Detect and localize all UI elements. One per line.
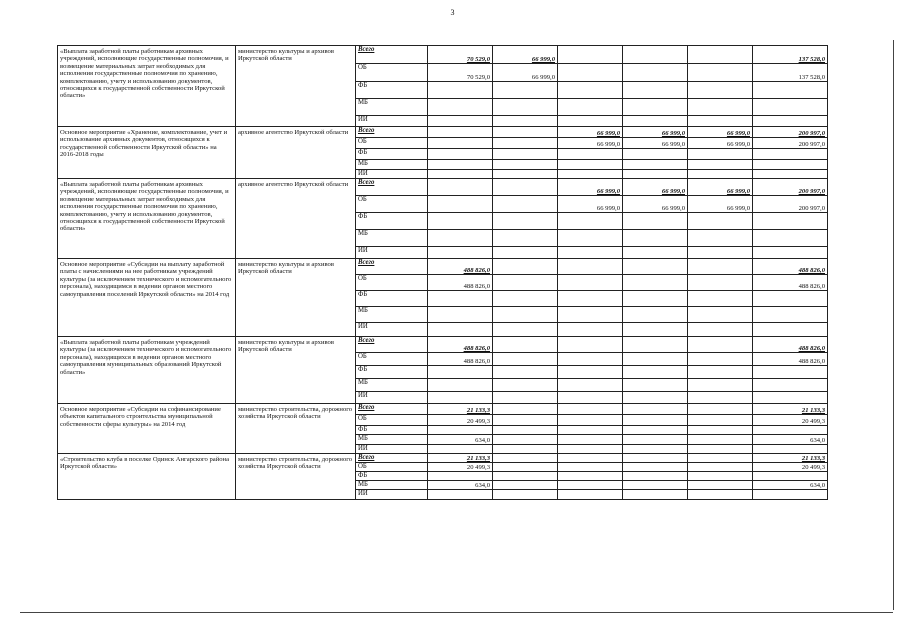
table-row	[58, 404, 828, 415]
amount-cell	[558, 247, 623, 259]
amount-cell	[753, 82, 828, 99]
scan-edge-line-bottom	[20, 612, 893, 613]
funding-source-label: Всего	[356, 127, 428, 138]
amount-cell	[493, 259, 558, 275]
amount-cell	[623, 379, 688, 392]
amount-cell	[623, 481, 688, 490]
amount-cell	[688, 445, 753, 454]
amount-cell	[623, 454, 688, 463]
amount-cell	[688, 275, 753, 291]
amount-cell	[493, 454, 558, 463]
amount-cell	[493, 490, 558, 500]
activity-description: «Выплата заработной платы работникам архивных учреждений, исполняющие государственные полномочия, и возмещение материальных затрат необходимых для исполнения государственные полномочия по хранению, комплектованию, учету и использованию документов, относящихся к государственной собственности Иркутской области»	[58, 46, 236, 127]
amount-cell: 488 826,0	[428, 259, 493, 275]
executor-name: министерство строительства, дорожного хозяйства Иркутской области	[236, 404, 356, 454]
amount-cell: 137 528,0	[753, 64, 828, 82]
amount-cell	[558, 213, 623, 230]
amount-cell	[558, 64, 623, 82]
amount-cell	[428, 170, 493, 179]
amount-cell	[753, 170, 828, 179]
amount-cell: 66 999,0	[493, 64, 558, 82]
amount-cell	[493, 337, 558, 353]
amount-cell	[688, 426, 753, 435]
amount-cell	[623, 230, 688, 247]
amount-cell	[623, 366, 688, 379]
amount-cell	[428, 472, 493, 481]
amount-cell: 21 133,3	[428, 454, 493, 463]
amount-cell	[623, 213, 688, 230]
amount-cell	[558, 259, 623, 275]
amount-cell	[493, 149, 558, 160]
funding-source-label: МБ	[356, 307, 428, 323]
amount-cell	[753, 291, 828, 307]
funding-source-label: ИИ	[356, 490, 428, 500]
funding-source-label: Всего	[356, 46, 428, 64]
amount-cell	[558, 230, 623, 247]
amount-cell	[493, 170, 558, 179]
amount-cell	[753, 247, 828, 259]
amount-cell	[688, 46, 753, 64]
funding-source-label: Всего	[356, 454, 428, 463]
funding-source-label: МБ	[356, 230, 428, 247]
funding-source-label: МБ	[356, 379, 428, 392]
funding-source-label: ФБ	[356, 291, 428, 307]
amount-cell	[623, 160, 688, 170]
amount-cell: 66 999,0	[623, 138, 688, 149]
amount-cell	[688, 379, 753, 392]
amount-cell	[753, 490, 828, 500]
amount-cell	[493, 213, 558, 230]
amount-cell	[558, 275, 623, 291]
amount-cell	[688, 463, 753, 472]
amount-cell: 20 499,3	[753, 415, 828, 426]
amount-cell	[493, 366, 558, 379]
amount-cell: 66 999,0	[688, 138, 753, 149]
amount-cell	[688, 392, 753, 404]
amount-cell: 21 133,3	[428, 404, 493, 415]
amount-cell	[558, 82, 623, 99]
amount-cell	[493, 426, 558, 435]
funding-source-label: ОБ	[356, 138, 428, 149]
funding-source-label: ИИ	[356, 392, 428, 404]
funding-source-label: Всего	[356, 179, 428, 196]
amount-cell	[623, 392, 688, 404]
amount-cell	[493, 307, 558, 323]
amount-cell: 21 133,3	[753, 454, 828, 463]
amount-cell	[623, 170, 688, 179]
table-row	[58, 127, 828, 138]
amount-cell	[558, 337, 623, 353]
amount-cell	[688, 323, 753, 337]
amount-cell	[688, 404, 753, 415]
amount-cell	[493, 323, 558, 337]
amount-cell	[493, 116, 558, 127]
amount-cell	[688, 490, 753, 500]
amount-cell: 66 999,0	[623, 196, 688, 213]
funding-source-label: ОБ	[356, 463, 428, 472]
amount-cell	[428, 149, 493, 160]
amount-cell	[623, 247, 688, 259]
amount-cell	[688, 213, 753, 230]
amount-cell	[623, 64, 688, 82]
amount-cell	[493, 82, 558, 99]
amount-cell	[493, 379, 558, 392]
amount-cell	[493, 392, 558, 404]
amount-cell	[688, 116, 753, 127]
funding-source-label: ОБ	[356, 353, 428, 366]
amount-cell	[493, 230, 558, 247]
amount-cell	[753, 230, 828, 247]
amount-cell	[623, 259, 688, 275]
funding-source-label: МБ	[356, 481, 428, 490]
scan-edge-line	[893, 40, 894, 610]
amount-cell	[688, 435, 753, 445]
amount-cell	[558, 46, 623, 64]
amount-cell	[428, 445, 493, 454]
table-row	[58, 46, 828, 64]
funding-source-label: ИИ	[356, 170, 428, 179]
amount-cell	[623, 46, 688, 64]
amount-cell	[558, 379, 623, 392]
amount-cell	[428, 116, 493, 127]
amount-cell: 66 999,0	[688, 127, 753, 138]
amount-cell	[623, 415, 688, 426]
amount-cell	[623, 463, 688, 472]
amount-cell	[428, 196, 493, 213]
amount-cell	[558, 291, 623, 307]
funding-source-label: МБ	[356, 99, 428, 116]
amount-cell: 488 826,0	[428, 275, 493, 291]
amount-cell	[688, 353, 753, 366]
table-row	[58, 337, 828, 353]
executor-name: министерство культуры и архивов Иркутской области	[236, 46, 356, 127]
amount-cell: 20 499,3	[753, 463, 828, 472]
funding-source-label: ФБ	[356, 213, 428, 230]
amount-cell	[688, 64, 753, 82]
amount-cell	[753, 160, 828, 170]
amount-cell	[688, 82, 753, 99]
amount-cell	[688, 454, 753, 463]
amount-cell	[558, 307, 623, 323]
amount-cell	[558, 472, 623, 481]
amount-cell: 20 499,3	[428, 463, 493, 472]
amount-cell	[558, 116, 623, 127]
amount-cell	[558, 99, 623, 116]
amount-cell: 200 997,0	[753, 179, 828, 196]
funding-source-label: ФБ	[356, 366, 428, 379]
amount-cell	[623, 404, 688, 415]
amount-cell	[558, 445, 623, 454]
amount-cell	[753, 307, 828, 323]
amount-cell	[428, 392, 493, 404]
amount-cell	[753, 323, 828, 337]
amount-cell: 634,0	[428, 435, 493, 445]
amount-cell: 200 997,0	[753, 196, 828, 213]
amount-cell	[428, 179, 493, 196]
amount-cell	[688, 415, 753, 426]
amount-cell	[558, 415, 623, 426]
amount-cell	[558, 160, 623, 170]
amount-cell	[688, 337, 753, 353]
amount-cell	[558, 353, 623, 366]
amount-cell: 66 999,0	[623, 179, 688, 196]
table-row	[58, 454, 828, 463]
amount-cell: 70 529,0	[428, 64, 493, 82]
amount-cell: 21 133,3	[753, 404, 828, 415]
amount-cell	[753, 116, 828, 127]
amount-cell	[623, 116, 688, 127]
amount-cell	[558, 463, 623, 472]
amount-cell	[623, 291, 688, 307]
activity-description: Основное мероприятие «Субсидии на софинансирование объектов капитального строительства муниципальной собственности сферы культуры» на 2014 год	[58, 404, 236, 454]
amount-cell	[428, 323, 493, 337]
amount-cell	[493, 415, 558, 426]
amount-cell	[753, 472, 828, 481]
activity-description: «Строительство клуба в поселке Одинск Ангарского района Иркутской области»	[58, 454, 236, 500]
amount-cell	[493, 472, 558, 481]
amount-cell	[623, 490, 688, 500]
amount-cell: 137 528,0	[753, 46, 828, 64]
amount-cell	[558, 490, 623, 500]
funding-source-label: МБ	[356, 435, 428, 445]
amount-cell	[493, 160, 558, 170]
amount-cell: 66 999,0	[558, 179, 623, 196]
amount-cell: 66 999,0	[688, 196, 753, 213]
amount-cell	[688, 170, 753, 179]
budget-table-wrapper	[57, 45, 827, 507]
amount-cell	[688, 149, 753, 160]
executor-name: министерство строительства, дорожного хозяйства Иркутской области	[236, 454, 356, 500]
amount-cell: 488 826,0	[753, 353, 828, 366]
amount-cell	[493, 247, 558, 259]
amount-cell	[688, 99, 753, 116]
funding-source-label: Всего	[356, 337, 428, 353]
amount-cell: 634,0	[753, 481, 828, 490]
amount-cell: 488 826,0	[753, 259, 828, 275]
funding-source-label: ИИ	[356, 116, 428, 127]
funding-source-label: ОБ	[356, 275, 428, 291]
amount-cell: 66 999,0	[558, 138, 623, 149]
amount-cell	[428, 366, 493, 379]
amount-cell	[623, 82, 688, 99]
amount-cell	[493, 138, 558, 149]
executor-name: министерство культуры и архивов Иркутской области	[236, 259, 356, 337]
amount-cell	[428, 99, 493, 116]
executor-name: министерство культуры и архивов Иркутской области	[236, 337, 356, 404]
amount-cell	[428, 82, 493, 99]
amount-cell	[558, 454, 623, 463]
amount-cell	[623, 337, 688, 353]
amount-cell	[753, 379, 828, 392]
funding-source-label: Всего	[356, 259, 428, 275]
amount-cell	[493, 481, 558, 490]
funding-source-label: ИИ	[356, 323, 428, 337]
funding-source-label: ОБ	[356, 64, 428, 82]
amount-cell	[428, 160, 493, 170]
funding-source-label: ФБ	[356, 426, 428, 435]
amount-cell: 634,0	[753, 435, 828, 445]
executor-name: архивное агентство Иркутской области	[236, 127, 356, 179]
amount-cell	[493, 445, 558, 454]
funding-source-label: ФБ	[356, 149, 428, 160]
amount-cell	[493, 435, 558, 445]
funding-source-label: ИИ	[356, 247, 428, 259]
table-row	[58, 259, 828, 275]
amount-cell	[558, 392, 623, 404]
amount-cell	[623, 149, 688, 160]
activity-description: Основное мероприятие «Субсидии на выплату заработной платы с начислениями на нее работникам учреждений культуры (за исключением технического и вспомогательного персонала), находящимся в ведении органов местного самоуправления поселений Иркутской области» на 2014 год	[58, 259, 236, 337]
budget-table	[57, 45, 828, 500]
amount-cell	[428, 426, 493, 435]
amount-cell: 66 999,0	[558, 127, 623, 138]
amount-cell	[688, 472, 753, 481]
amount-cell: 200 997,0	[753, 127, 828, 138]
amount-cell: 488 826,0	[753, 337, 828, 353]
amount-cell	[623, 435, 688, 445]
funding-source-label: ФБ	[356, 82, 428, 99]
activity-description: Основное мероприятие «Хранение, комплектование, учет и использование архивных документов, относящихся к государственной собственности Иркутской области» на 2016-2018 годы	[58, 127, 236, 179]
amount-cell	[688, 259, 753, 275]
amount-cell	[493, 127, 558, 138]
funding-source-label: ФБ	[356, 472, 428, 481]
amount-cell: 200 997,0	[753, 138, 828, 149]
funding-source-label: МБ	[356, 160, 428, 170]
amount-cell	[623, 353, 688, 366]
activity-description: «Выплата заработной платы работникам учреждений культуры (за исключением технического и вспомогательного персонала), находящихся в ведении органов местного самоуправления муниципальных образований Иркутской области»	[58, 337, 236, 404]
amount-cell	[428, 138, 493, 149]
amount-cell	[753, 426, 828, 435]
amount-cell: 70 529,0	[428, 46, 493, 64]
amount-cell	[558, 323, 623, 337]
amount-cell	[493, 196, 558, 213]
amount-cell	[558, 435, 623, 445]
amount-cell: 634,0	[428, 481, 493, 490]
amount-cell	[493, 404, 558, 415]
amount-cell	[493, 463, 558, 472]
amount-cell: 488 826,0	[428, 353, 493, 366]
amount-cell	[428, 291, 493, 307]
amount-cell	[493, 179, 558, 196]
amount-cell	[428, 127, 493, 138]
funding-source-label: ОБ	[356, 196, 428, 213]
amount-cell	[428, 247, 493, 259]
amount-cell	[753, 366, 828, 379]
amount-cell	[623, 99, 688, 116]
amount-cell	[558, 149, 623, 160]
amount-cell	[493, 275, 558, 291]
amount-cell	[428, 490, 493, 500]
amount-cell	[558, 481, 623, 490]
amount-cell: 488 826,0	[753, 275, 828, 291]
amount-cell: 20 499,3	[428, 415, 493, 426]
amount-cell	[688, 366, 753, 379]
amount-cell	[753, 99, 828, 116]
amount-cell	[558, 404, 623, 415]
funding-source-label: ИИ	[356, 445, 428, 454]
amount-cell	[753, 392, 828, 404]
amount-cell	[623, 323, 688, 337]
amount-cell	[428, 307, 493, 323]
amount-cell	[688, 160, 753, 170]
amount-cell	[558, 426, 623, 435]
amount-cell	[428, 213, 493, 230]
amount-cell	[428, 379, 493, 392]
amount-cell: 66 999,0	[623, 127, 688, 138]
amount-cell: 488 826,0	[428, 337, 493, 353]
amount-cell	[623, 426, 688, 435]
funding-source-label: ОБ	[356, 415, 428, 426]
amount-cell	[688, 307, 753, 323]
amount-cell	[753, 445, 828, 454]
amount-cell: 66 999,0	[688, 179, 753, 196]
amount-cell	[688, 481, 753, 490]
executor-name: архивное агентство Иркутской области	[236, 179, 356, 259]
amount-cell	[688, 247, 753, 259]
amount-cell	[688, 230, 753, 247]
amount-cell	[753, 149, 828, 160]
table-row	[58, 179, 828, 196]
amount-cell	[623, 307, 688, 323]
activity-description: «Выплата заработной платы работникам архивных учреждений, исполняющие государственные полномочия, и возмещение материальных затрат необходимых для исполнения государственные полномочия по хранению, комплектованию, учету и использованию документов, относящихся к государственной собственности Иркутской области»	[58, 179, 236, 259]
amount-cell	[493, 99, 558, 116]
amount-cell: 66 999,0	[558, 196, 623, 213]
amount-cell	[558, 366, 623, 379]
amount-cell	[688, 291, 753, 307]
amount-cell	[558, 170, 623, 179]
amount-cell	[623, 472, 688, 481]
amount-cell: 66 999,0	[493, 46, 558, 64]
amount-cell	[753, 213, 828, 230]
amount-cell	[623, 445, 688, 454]
amount-cell	[623, 275, 688, 291]
funding-source-label: Всего	[356, 404, 428, 415]
amount-cell	[428, 230, 493, 247]
page-number: 3	[450, 8, 455, 17]
amount-cell	[493, 353, 558, 366]
amount-cell	[493, 291, 558, 307]
